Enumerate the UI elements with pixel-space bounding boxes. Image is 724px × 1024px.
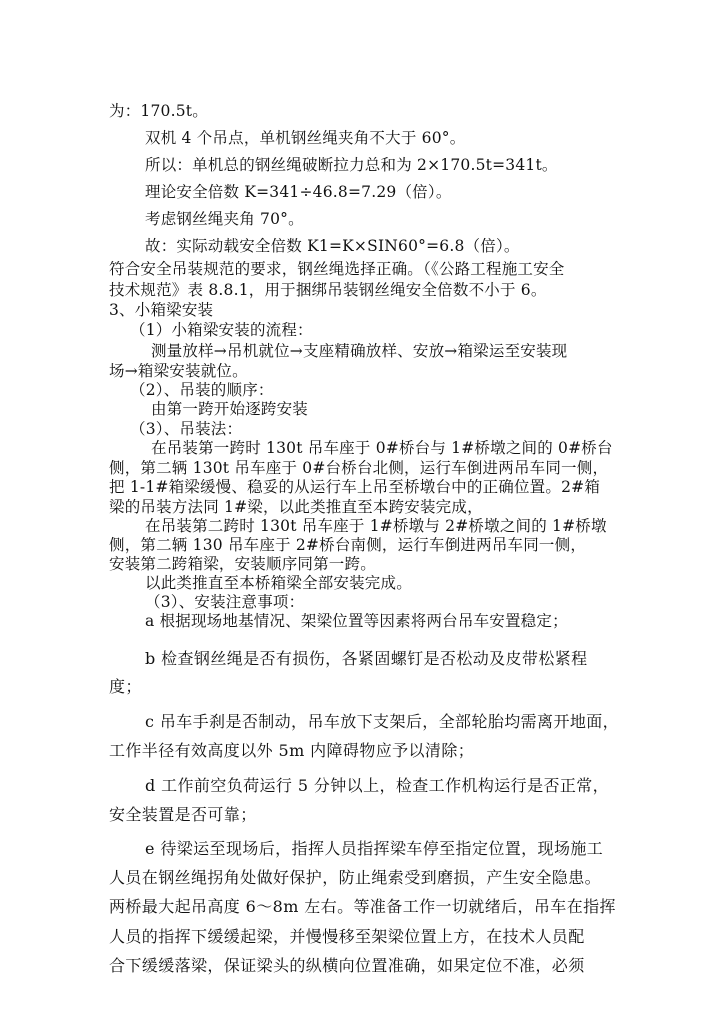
text-line: 侧，第二辆 130 吊车座于 2#桥台南侧，运行车倒进两吊车同一侧， [109, 536, 587, 554]
text-line: 工作半径有效高度以外 5m 内障碍物应予以清除； [109, 741, 475, 760]
section-heading: 3、小箱梁安装 [109, 301, 214, 319]
text-line: 侧，第二辆 130t 吊车座于 0#台桥台北侧，运行车倒进两吊车同一侧， [109, 459, 609, 477]
text-line: c 吊车手刹是否制动，吊车放下支架后，全部轮胎均需离开地面， [145, 712, 620, 731]
subsection-heading: （3）、吊装法： [130, 420, 243, 438]
text-line: 双机 4 个吊点，单机钢丝绳夹角不大于 60°。 [145, 129, 466, 147]
text-line: 在吊装第二跨时 130t 吊车座于 1#桥墩与 2#桥墩之间的 1#桥墩 [145, 517, 607, 535]
subsection-heading: （1）小箱梁安装的流程： [130, 321, 313, 339]
subsection-heading: （2）、吊装的顺序： [130, 381, 274, 399]
text-line: 为：170.5t。 [109, 102, 208, 120]
text-line: 梁的吊装方法同 1#梁，以此类推直至本跨安装完成， [109, 498, 483, 516]
text-line: 度； [109, 677, 142, 696]
subsection-heading: （3）、安装注意事项： [145, 593, 305, 611]
text-line: 由第一跨开始逐跨安装 [151, 400, 309, 418]
text-line: 考虑钢丝绳夹角 70°。 [145, 210, 304, 228]
text-line: 理论安全倍数 K=341÷46.8=7.29（倍）。 [145, 183, 452, 201]
text-line: 人员的指挥下缓缓起梁，并慢慢移至架梁位置上方，在技术人员配 [109, 927, 585, 946]
text-line: 两桥最大起吊高度 6～8m 左右。等准备工作一切就绪后，吊车在指挥 [109, 897, 616, 916]
text-line: 在吊装第一跨时 130t 吊车座于 0#桥台与 1#桥墩之间的 0#桥台 [151, 439, 613, 457]
text-line: 安装第二跨箱梁，安装顺序同第一跨。 [109, 555, 376, 573]
text-line: a 根据现场地基情况、架梁位置等因素将两台吊车安置稳定； [145, 612, 568, 630]
text-line: d 工作前空负荷运行 5 分钟以上，检查工作机构运行是否正常， [145, 776, 610, 795]
text-line: 符合安全吊装规范的要求，钢丝绳选择正确。（《公路工程施工安全 [109, 260, 565, 278]
text-line: 场→箱梁安装就位。 [109, 362, 248, 380]
text-line: e 待梁运至现场后，指挥人员指挥梁车停至指定位置，现场施工 [145, 839, 604, 858]
text-line: 故：实际动载安全倍数 K1=K×SIN60°=6.8（倍）。 [145, 237, 520, 255]
text-line: 技术规范》表 8.8.1，用于捆绑吊装钢丝绳安全倍数不小于 6。 [109, 281, 547, 299]
text-line: 测量放样→吊机就位→支座精确放样、安放→箱梁运至安装现 [151, 342, 568, 360]
text-line: b 检查钢丝绳是否有损伤，各紧固螺钉是否松动及皮带松紧程 [145, 649, 588, 668]
text-line: 以此类推直至本桥箱梁全部安装完成。 [145, 574, 412, 592]
text-line: 安全装置是否可靠； [109, 805, 257, 824]
text-line: 人员在钢丝绳拐角处做好保护，防止绳索受到磨损，产生安全隐患。 [109, 868, 602, 887]
text-line: 把 1-1#箱梁缓慢、稳妥的从运行车上吊至桥墩台中的正确位置。2#箱 [109, 478, 601, 496]
text-line: 合下缓缓落梁，保证梁头的纵横向位置准确，如果定位不准，必须 [109, 956, 585, 975]
text-line: 所以：单机总的钢丝绳破断拉力总和为 2×170.5t=341t。 [145, 156, 558, 174]
